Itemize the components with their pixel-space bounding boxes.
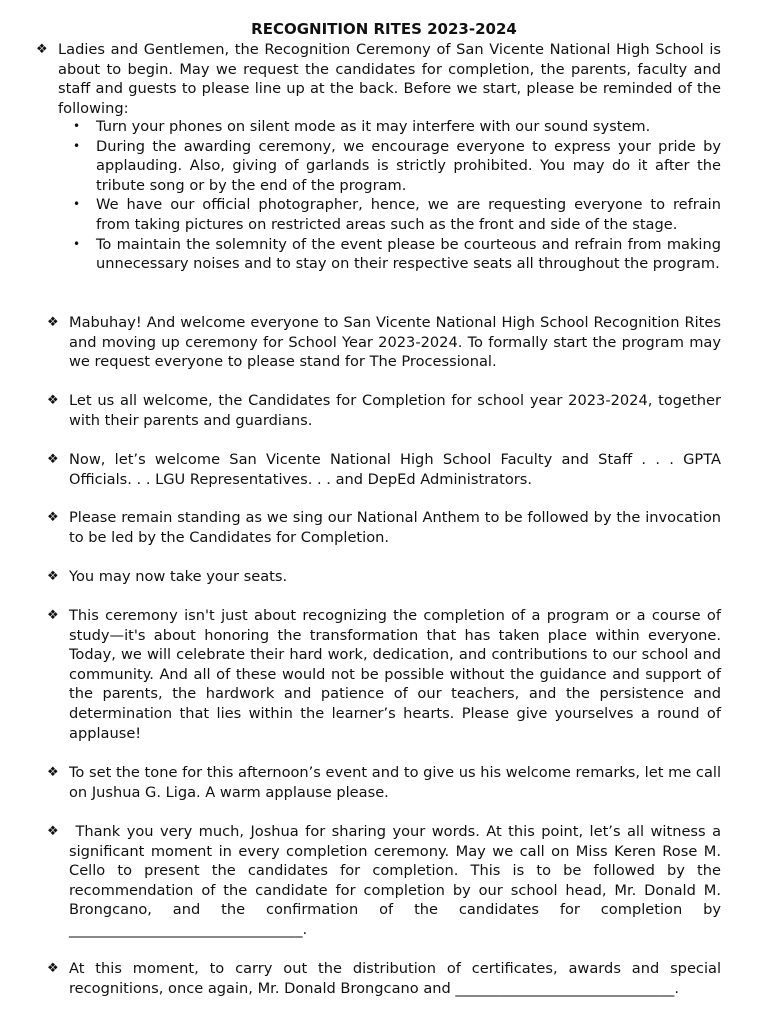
diamond-bullet-icon: ❖: [47, 765, 59, 780]
faculty-paragraph: ❖ Now, let’s welcome San Vicente National High School Faculty and Staff . . . GPTA Officials. . . LGU Representatives. . . and DepEd Administrators.: [47, 451, 721, 488]
diamond-bullet-icon: ❖: [47, 510, 59, 525]
bullet-icon: •: [73, 236, 81, 251]
ceremony-paragraph: ❖ This ceremony isn't just about recognizing the completion of a program or a course of study—it's about honoring the transformation that has taken place within everyone. Today, we will celebrate their hard work, dedication, and contributions to our school and community. And all of these would not be possible without the guidance and support of the parents, the hardwork and patience of our teachers, and the persistence and determination that lies within the learner’s hearts. Please give yourselves a round of applause!: [47, 607, 721, 742]
bullet-icon: •: [73, 197, 81, 212]
intro-text: Ladies and Gentlemen, the Recognition Ceremony of San Vicente National High School is about to begin. May we request the candidates for completion, the parents, faculty and staff and guests to please line up at the back. Before we start, please be reminded of the following:: [58, 41, 721, 117]
presentation-paragraph: ❖ Thank you very much, Joshua for sharing your words. At this point, let’s all witness a significant moment in every completion ceremony. May we call on Miss Keren Rose M. Cello to present the candidates for completion. This is to be followed by the recommendation of the candidate for completion by our school head, Mr. Donald M. Brongcano, and the confirmation of the candidates for completion by ________________________________.: [47, 823, 726, 938]
intro-paragraph: [36, 40, 721, 118]
welcome-paragraph: ❖ Mabuhay! And welcome everyone to San Vicente National High School Recognition Rites and moving up ceremony for School Year 2023-2024. To formally start the program may we request everyone to please stand for The Processional.: [47, 314, 721, 371]
document-title: RECOGNITION RITES 2023-2024: [251, 20, 517, 38]
seats-paragraph: ❖ You may now take your seats.: [47, 568, 288, 585]
list-item: • During the awarding ceremony, we encourage everyone to express your pride by applauding. Also, giving of garlands is strictly prohibited. You may do it after the tribute song or by the end of the program.: [73, 137, 721, 194]
candidates-paragraph: ❖ Let us all welcome, the Candidates for Completion for school year 2023-2024, together with their parents and guardians.: [47, 392, 721, 429]
awards-paragraph: ❖ At this moment, to carry out the distribution of certificates, awards and special recognitions, once again, Mr. Donald Brongcano and ______________________________.: [47, 960, 721, 997]
diamond-bullet-icon: ❖: [47, 452, 59, 467]
diamond-bullet-icon: ❖: [47, 961, 59, 976]
diamond-bullet-icon: ❖: [47, 608, 59, 623]
diamond-bullet-icon: ❖: [47, 569, 59, 584]
list-item: • To maintain the solemnity of the event please be courteous and refrain from making unnecessary noises and to stay on their respective seats all throughout the program.: [73, 235, 721, 273]
diamond-bullet-icon: ❖: [47, 315, 59, 330]
bullet-icon: •: [73, 119, 81, 133]
reminder-list: [73, 117, 721, 274]
diamond-bullet-icon: ❖: [36, 42, 48, 57]
remarks-paragraph: ❖ To set the tone for this afternoon’s event and to give us his welcome remarks, let me call on Jushua G. Liga. A warm applause please.: [47, 764, 721, 801]
list-item: • Turn your phones on silent mode as it may interfere with our sound system.: [73, 118, 651, 135]
bullet-icon: •: [73, 138, 81, 153]
list-item: • We have our official photographer, hence, we are requesting everyone to refrain from taking pictures on restricted areas such as the front and side of the stage.: [73, 196, 721, 233]
diamond-bullet-icon: ❖: [47, 824, 59, 839]
diamond-bullet-icon: ❖: [47, 393, 59, 408]
anthem-paragraph: ❖ Please remain standing as we sing our National Anthem to be followed by the invocation to be led by the Candidates for Completion.: [47, 509, 721, 546]
